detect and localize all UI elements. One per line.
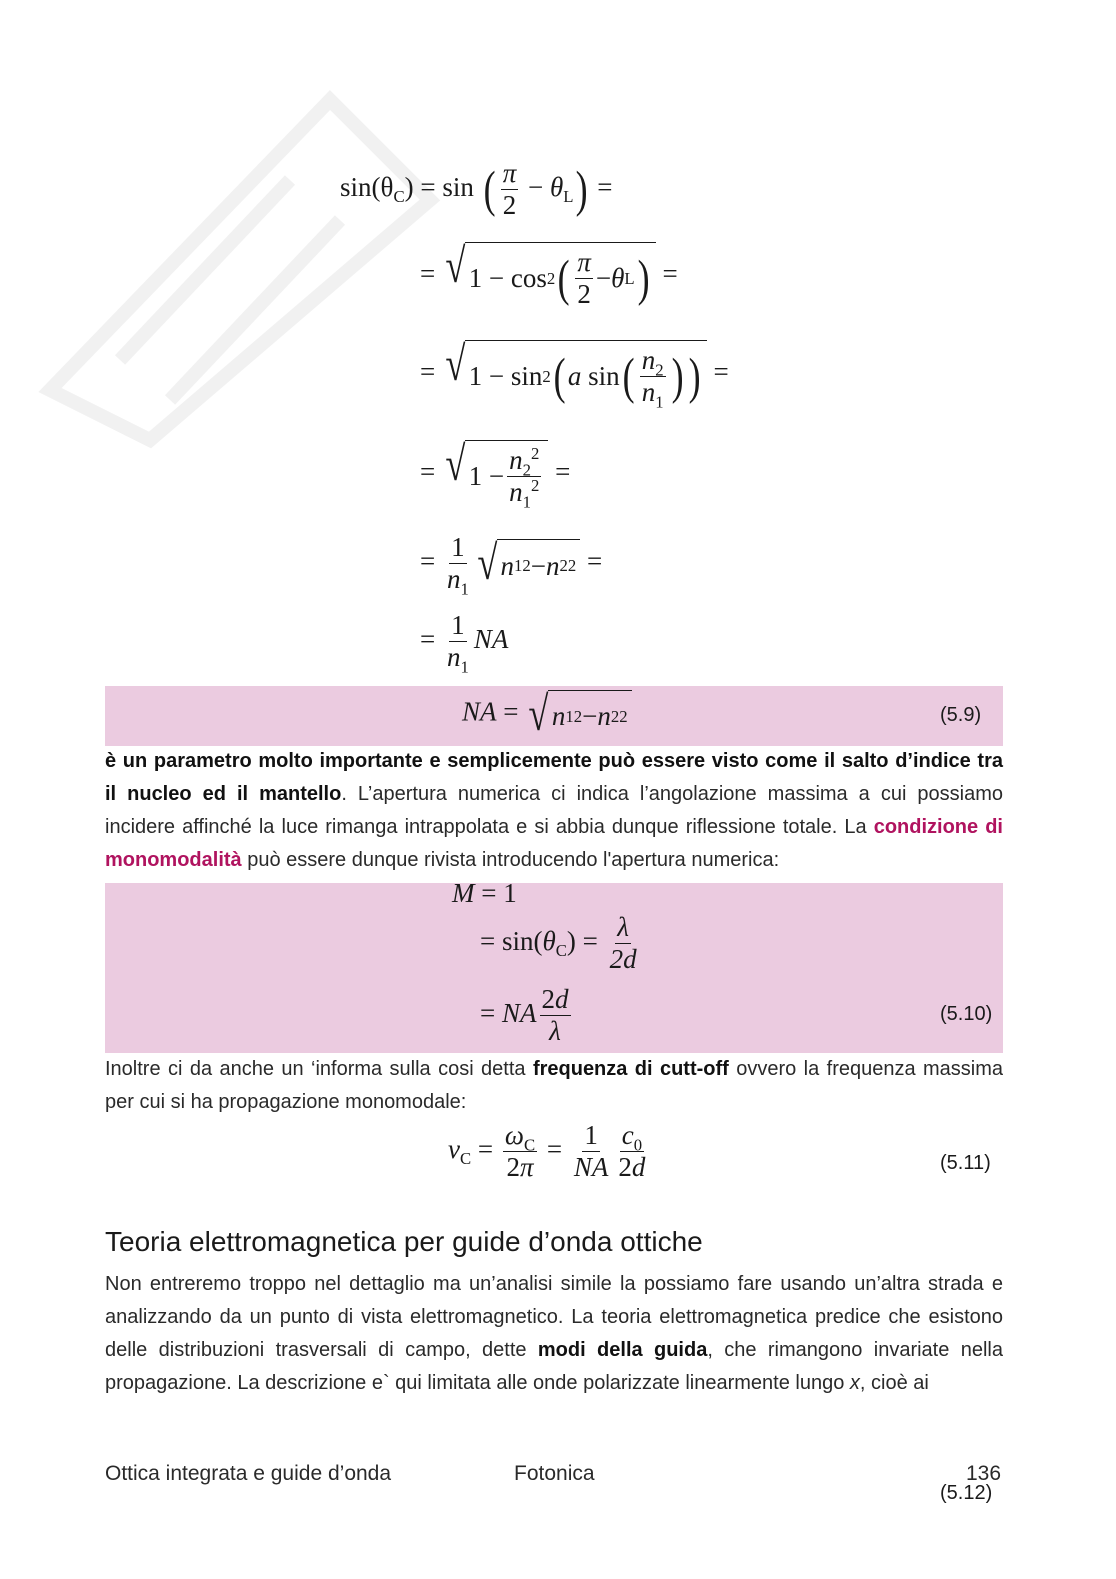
paragraph-electromagnetic-theory: Non entreremo troppo nel dettaglio ma un’analisi simile la possiamo fare usando un’altra strada e analizzando da un punto di vista elettromagnetico. La teoria elettromagnetica predice che esistono delle distribuzioni trasversali di campo, dette modi della guida, che rimangono invariate nella propagazione. La descrizione e` qui limitata alle onde polarizzate linearmente lungo x, cioè ai (105, 1273, 1003, 1394)
derivation-line-5: = $\frac{1}{n_1}$ √ n 1 2 − n 2 2 = (420, 532, 603, 599)
equation-number-5-11: (5.11) (940, 1152, 991, 1174)
equation-number-5-9: (5.9) (940, 704, 982, 726)
equation-5-10-line-1: M = 1 (452, 878, 517, 908)
highlight-monomodality: condizione di monomodalità (105, 816, 1003, 871)
bold-cutoff: frequenza di cutt-off (532, 1058, 729, 1080)
equation-number-5-12: (5.12) (940, 1482, 993, 1504)
paragraph-cutoff-frequency: Inoltre ci da anche un ‘informa sulla cosi detta frequenza di cutt-off ovvero la frequenza massima per cui si ha propagazione monomodale: (105, 1058, 1004, 1113)
footer-page-number: 136 (966, 1462, 1002, 1485)
derivation-line-3: = √ 1 − sin 2 ( a sin ( $\frac{n_2}{n_1}$ ) ) = (420, 337, 729, 412)
derivation-line-2: = √ 1 − cos 2 ( $\frac{\pi}{2}$ − θ L ) = (420, 239, 678, 310)
equation-number-5-10: (5.10) (940, 1003, 993, 1025)
watermark-logo (30, 60, 450, 450)
paragraph-numerical-aperture: è un parametro molto importante e semplicemente può essere visto come il salto d’indice tra il nucleo ed il mantello. L’apertura numerica ci indica l’angolazione massima a cui possiamo incidere affinché la luce rimanga intrappolata e si abbia dunque riflessione totale. La condizione di monomodalità può essere dunque rivista introducendo l'apertura numerica: (105, 750, 1004, 871)
equation-5-10-line-3: = NA $\frac{2d}{\lambda}$ (480, 984, 569, 1047)
derivation-line-6: = $\frac{1}{n_1}$ NA (420, 610, 509, 677)
bold-definition: è un parametro molto importante e semplicemente può essere visto come il salto d’indice tra il nucleo ed il mantello (105, 750, 1003, 805)
bold-guide-modes: modi della guida (537, 1339, 708, 1361)
equation-5-11: $\nu_C$ = $\frac{\omega_C}{2\pi}$ = $\frac{1}{NA}$ $\frac{c_0}{2d}$ (448, 1120, 646, 1183)
footer-chapter: Ottica integrata e guide d’onda (105, 1462, 392, 1485)
equation-5-9: NA = √ n 1 2 − n 2 2 (462, 690, 632, 739)
derivation-line-1: $\sin(\theta_C) = \sin$ ( $\frac{\pi}{2}$ − $\theta_L$) = (340, 158, 613, 221)
equation-5-10-line-2: = $\sin(\theta_C)$ = $\frac{\lambda}{2d}$ (480, 912, 637, 975)
footer-subject: Fotonica (514, 1462, 595, 1485)
derivation-line-4: = √ 1 − $\frac{n_2^2}{n_1^2}$ = (420, 437, 571, 512)
section-heading: Teoria elettromagnetica per guide d’onda ottiche (105, 1226, 703, 1257)
